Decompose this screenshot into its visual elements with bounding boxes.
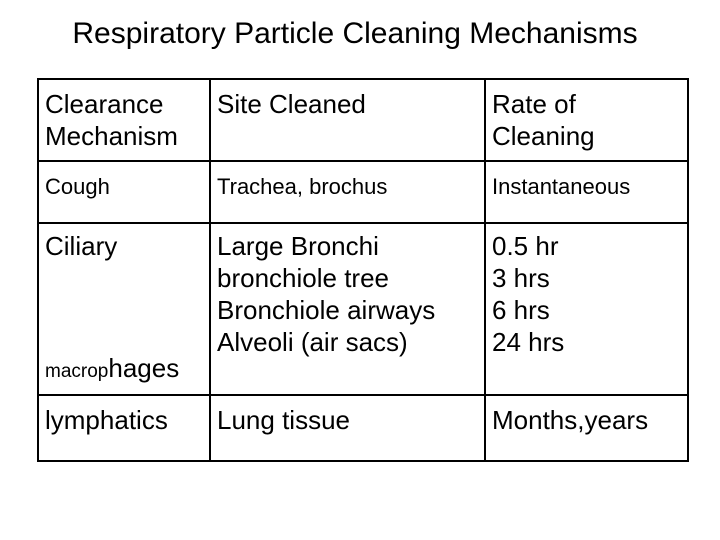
cough-site: Trachea, brochus xyxy=(217,174,388,199)
macrophages-suffix: hages xyxy=(108,353,180,383)
header-site-label: Site Cleaned xyxy=(217,89,366,119)
lymphatics-site-cell xyxy=(210,395,485,461)
page-title: Respiratory Particle Cleaning Mechanisms xyxy=(72,17,638,50)
rate-large-bronchi: 0.5 hr xyxy=(492,231,559,261)
ciliary-mechanism-cell xyxy=(38,223,210,395)
cough-rate: Instantaneous xyxy=(492,174,631,199)
rate-alveoli: 24 hrs xyxy=(492,327,565,357)
ciliary-sites-cell xyxy=(210,223,485,395)
cough-mechanism-cell xyxy=(38,161,210,223)
macrophages-prefix: macrop xyxy=(45,361,109,382)
lymphatics-site: Lung tissue xyxy=(217,405,350,435)
site-alveoli: Alveoli (air sacs) xyxy=(217,327,408,357)
header-mechanism-line-2: Mechanism xyxy=(45,121,178,151)
rate-bronchiole-tree: 3 hrs xyxy=(492,263,550,293)
cough-mechanism: Cough xyxy=(45,174,110,199)
lymphatics-mechanism-cell xyxy=(38,395,210,461)
rate-bronchiole-airways: 6 hrs xyxy=(492,295,550,325)
header-rate-line-1: Rate of xyxy=(492,89,576,119)
header-rate xyxy=(485,79,688,161)
site-bronchiole-airways: Bronchiole airways xyxy=(217,295,436,325)
ciliary-mechanism: Ciliary xyxy=(45,231,118,261)
table-row-cough xyxy=(38,161,688,223)
ciliary-rates-cell xyxy=(485,223,688,395)
clearance-table xyxy=(37,78,689,462)
site-bronchiole-tree: bronchiole tree xyxy=(217,263,389,293)
header-site xyxy=(210,79,485,161)
table-header-row xyxy=(38,79,688,161)
lymphatics-mechanism: lymphatics xyxy=(45,405,168,435)
table-row-lymphatics xyxy=(38,395,688,461)
header-rate-line-2: Cleaning xyxy=(492,121,595,151)
header-mechanism xyxy=(38,79,210,161)
macrophages-mechanism xyxy=(45,352,179,388)
cough-rate-cell xyxy=(485,161,688,223)
site-large-bronchi: Large Bronchi xyxy=(217,231,379,261)
cough-site-cell xyxy=(210,161,485,223)
lymphatics-rate: Months,years xyxy=(492,405,649,435)
header-mechanism-line-1: Clearance xyxy=(45,89,164,119)
lymphatics-rate-cell xyxy=(485,395,688,461)
table-row-ciliary xyxy=(38,223,688,395)
